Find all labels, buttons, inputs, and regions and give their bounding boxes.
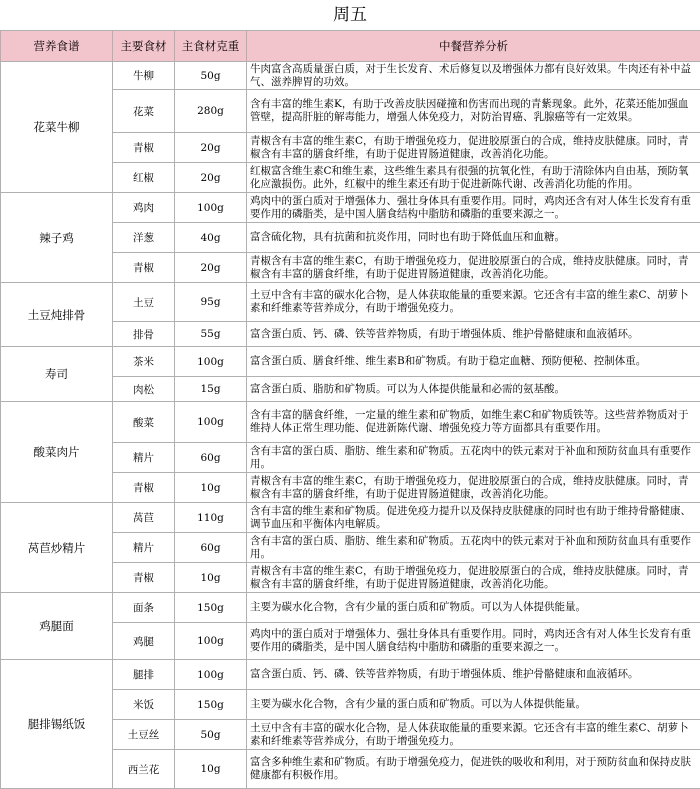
weight-cell: 10g [175, 473, 247, 503]
ingredient-cell: 米饭 [113, 690, 175, 720]
weight-cell: 10g [175, 563, 247, 593]
analysis-cell: 富含蛋白质、钙、磷、铁等营养物质，有助于增强体质、维护骨骼健康和血液循环。 [247, 660, 700, 690]
ingredient-cell: 鸡肉 [113, 193, 175, 223]
table-row [1, 593, 700, 623]
analysis-cell: 鸡肉中的蛋白质对于增强体力、强壮身体具有重要作用。同时，鸡肉还含有对人体生长发育有重要作用的磷脂类，是中国人膳食结构中脂肪和磷脂的重要来源之一。 [247, 193, 700, 223]
analysis-cell: 富含蛋白质、膳食纤维、维生素B和矿物质。有助于稳定血糖、预防便秘、控制体重。 [247, 347, 700, 377]
weight-cell: 280g [175, 90, 247, 133]
analysis-cell: 土豆中含有丰富的碳水化合物，是人体获取能量的重要来源。它还含有丰富的维生素C、胡萝卜素和纤维素等营养成分，有助于增强免疫力。 [247, 283, 700, 322]
dish-name: 寿司 [1, 347, 113, 402]
ingredient-cell: 鸡腿 [113, 623, 175, 660]
dish-name: 鸡腿面 [1, 593, 113, 660]
analysis-cell: 含有丰富的蛋白质、脂肪、维生素和矿物质。五花肉中的铁元素对于补血和预防贫血具有重要作用。 [247, 533, 700, 563]
page-title: 周五 [0, 0, 700, 30]
table-row [1, 503, 700, 533]
table-row [1, 62, 700, 90]
weight-cell: 100g [175, 193, 247, 223]
ingredient-cell: 茶米 [113, 347, 175, 377]
analysis-cell: 鸡肉中的蛋白质对于增强体力、强壮身体具有重要作用。同时，鸡肉还含有对人体生长发育有重要作用的磷脂类，是中国人膳食结构中脂肪和磷脂的重要来源之一。 [247, 623, 700, 660]
dish-name: 土豆炖排骨 [1, 283, 113, 347]
analysis-cell: 土豆中含有丰富的碳水化合物，是人体获取能量的重要来源。它还含有丰富的维生素C、胡萝卜素和纤维素等营养成分，有助于增强免疫力。 [247, 720, 700, 750]
analysis-cell: 富含多种维生素和矿物质。有助于增强免疫力，促进铁的吸收和利用，对于预防贫血和保持皮肤健康都有积极作用。 [247, 750, 700, 789]
weight-cell: 15g [175, 377, 247, 402]
ingredient-cell: 牛柳 [113, 62, 175, 90]
table-row [1, 347, 700, 377]
analysis-cell: 含有丰富的维生素K，有助于改善皮肤因碰撞和伤害而出现的青紫现象。此外，花菜还能加强血管壁，提高肝脏的解毒能力，增强人体免疫力，对防治胃癌、乳腺癌等有一定效果。 [247, 90, 700, 133]
weight-cell: 50g [175, 720, 247, 750]
ingredient-cell: 青椒 [113, 253, 175, 283]
analysis-cell: 富含硫化物，具有抗菌和抗炎作用，同时也有助于降低血压和血糖。 [247, 223, 700, 253]
ingredient-cell: 莴苣 [113, 503, 175, 533]
dish-name: 辣子鸡 [1, 193, 113, 283]
header-ingredient: 主要食材 [113, 31, 175, 62]
header-weight: 主食材克重 [175, 31, 247, 62]
ingredient-cell: 土豆 [113, 283, 175, 322]
analysis-cell: 含有丰富的维生素和矿物质。促进免疫力提升以及保持皮肤健康的同时也有助于维持骨骼健康、调节血压和平衡体内电解质。 [247, 503, 700, 533]
ingredient-cell: 面条 [113, 593, 175, 623]
weight-cell: 20g [175, 133, 247, 163]
analysis-cell: 含有丰富的膳食纤维，一定量的维生素和矿物质，如维生素C和矿物质铁等。这些营养物质对于维持人体正常生理功能、促进新陈代谢、增强免疫力等方面都具有重要作用。 [247, 402, 700, 443]
analysis-cell: 青椒含有丰富的维生素C，有助于增强免疫力，促进胶原蛋白的合成，维持皮肤健康。同时，青椒含有丰富的膳食纤维，有助于促进胃肠道健康，改善消化功能。 [247, 253, 700, 283]
header-row [1, 31, 700, 62]
analysis-cell: 含有丰富的蛋白质、脂肪、维生素和矿物质。五花肉中的铁元素对于补血和预防贫血具有重要作用。 [247, 443, 700, 473]
header-recipe: 营养食谱 [1, 31, 113, 62]
weight-cell: 50g [175, 62, 247, 90]
dish-name: 酸菜肉片 [1, 402, 113, 503]
analysis-cell: 牛肉富含高质量蛋白质，对于生长发育、术后修复以及增强体力都有良好效果。牛肉还有补中益气、滋养脾胃的功效。 [247, 62, 700, 90]
table-row [1, 283, 700, 322]
ingredient-cell: 土豆丝 [113, 720, 175, 750]
table-row [1, 402, 700, 443]
ingredient-cell: 西兰花 [113, 750, 175, 789]
weight-cell: 100g [175, 347, 247, 377]
weight-cell: 95g [175, 283, 247, 322]
weight-cell: 40g [175, 223, 247, 253]
weight-cell: 150g [175, 690, 247, 720]
menu-table [0, 30, 700, 789]
header-analysis: 中餐营养分析 [247, 31, 700, 62]
ingredient-cell: 红椒 [113, 163, 175, 193]
weight-cell: 60g [175, 533, 247, 563]
analysis-cell: 主要为碳水化合物，含有少量的蛋白质和矿物质。可以为人体提供能量。 [247, 690, 700, 720]
weight-cell: 60g [175, 443, 247, 473]
weight-cell: 150g [175, 593, 247, 623]
analysis-cell: 主要为碳水化合物，含有少量的蛋白质和矿物质。可以为人体提供能量。 [247, 593, 700, 623]
ingredient-cell: 酸菜 [113, 402, 175, 443]
ingredient-cell: 花菜 [113, 90, 175, 133]
analysis-cell: 青椒含有丰富的维生素C，有助于增强免疫力，促进胶原蛋白的合成，维持皮肤健康。同时，青椒含有丰富的膳食纤维，有助于促进胃肠道健康，改善消化功能。 [247, 563, 700, 593]
weight-cell: 100g [175, 660, 247, 690]
weight-cell: 20g [175, 253, 247, 283]
weight-cell: 55g [175, 322, 247, 347]
ingredient-cell: 青椒 [113, 473, 175, 503]
ingredient-cell: 精片 [113, 443, 175, 473]
ingredient-cell: 青椒 [113, 133, 175, 163]
ingredient-cell: 青椒 [113, 563, 175, 593]
ingredient-cell: 排骨 [113, 322, 175, 347]
ingredient-cell: 洋葱 [113, 223, 175, 253]
analysis-cell: 富含蛋白质、钙、磷、铁等营养物质，有助于增强体质、维护骨骼健康和血液循环。 [247, 322, 700, 347]
analysis-cell: 青椒含有丰富的维生素C，有助于增强免疫力，促进胶原蛋白的合成，维持皮肤健康。同时，青椒含有丰富的膳食纤维，有助于促进胃肠道健康，改善消化功能。 [247, 473, 700, 503]
dish-name: 腿排锡纸饭 [1, 660, 113, 789]
analysis-cell: 富含蛋白质、脂肪和矿物质。可以为人体提供能量和必需的氨基酸。 [247, 377, 700, 402]
menu-table-body [1, 62, 700, 789]
dish-name: 花菜牛柳 [1, 62, 113, 193]
analysis-cell: 青椒含有丰富的维生素C，有助于增强免疫力，促进胶原蛋白的合成，维持皮肤健康。同时，青椒含有丰富的膳食纤维，有助于促进胃肠道健康，改善消化功能。 [247, 133, 700, 163]
dish-name: 莴苣炒精片 [1, 503, 113, 593]
ingredient-cell: 精片 [113, 533, 175, 563]
ingredient-cell: 肉松 [113, 377, 175, 402]
table-row [1, 660, 700, 690]
weight-cell: 100g [175, 623, 247, 660]
weight-cell: 110g [175, 503, 247, 533]
weight-cell: 20g [175, 163, 247, 193]
table-row [1, 193, 700, 223]
weight-cell: 10g [175, 750, 247, 789]
analysis-cell: 红椒富含维生素C和维生素，这些维生素具有很强的抗氧化性，有助于清除体内自由基，预防氧化应激损伤。此外，红椒中的维生素还有助于促进新陈代谢、改善消化功能的作用。 [247, 163, 700, 193]
ingredient-cell: 腿排 [113, 660, 175, 690]
weight-cell: 100g [175, 402, 247, 443]
